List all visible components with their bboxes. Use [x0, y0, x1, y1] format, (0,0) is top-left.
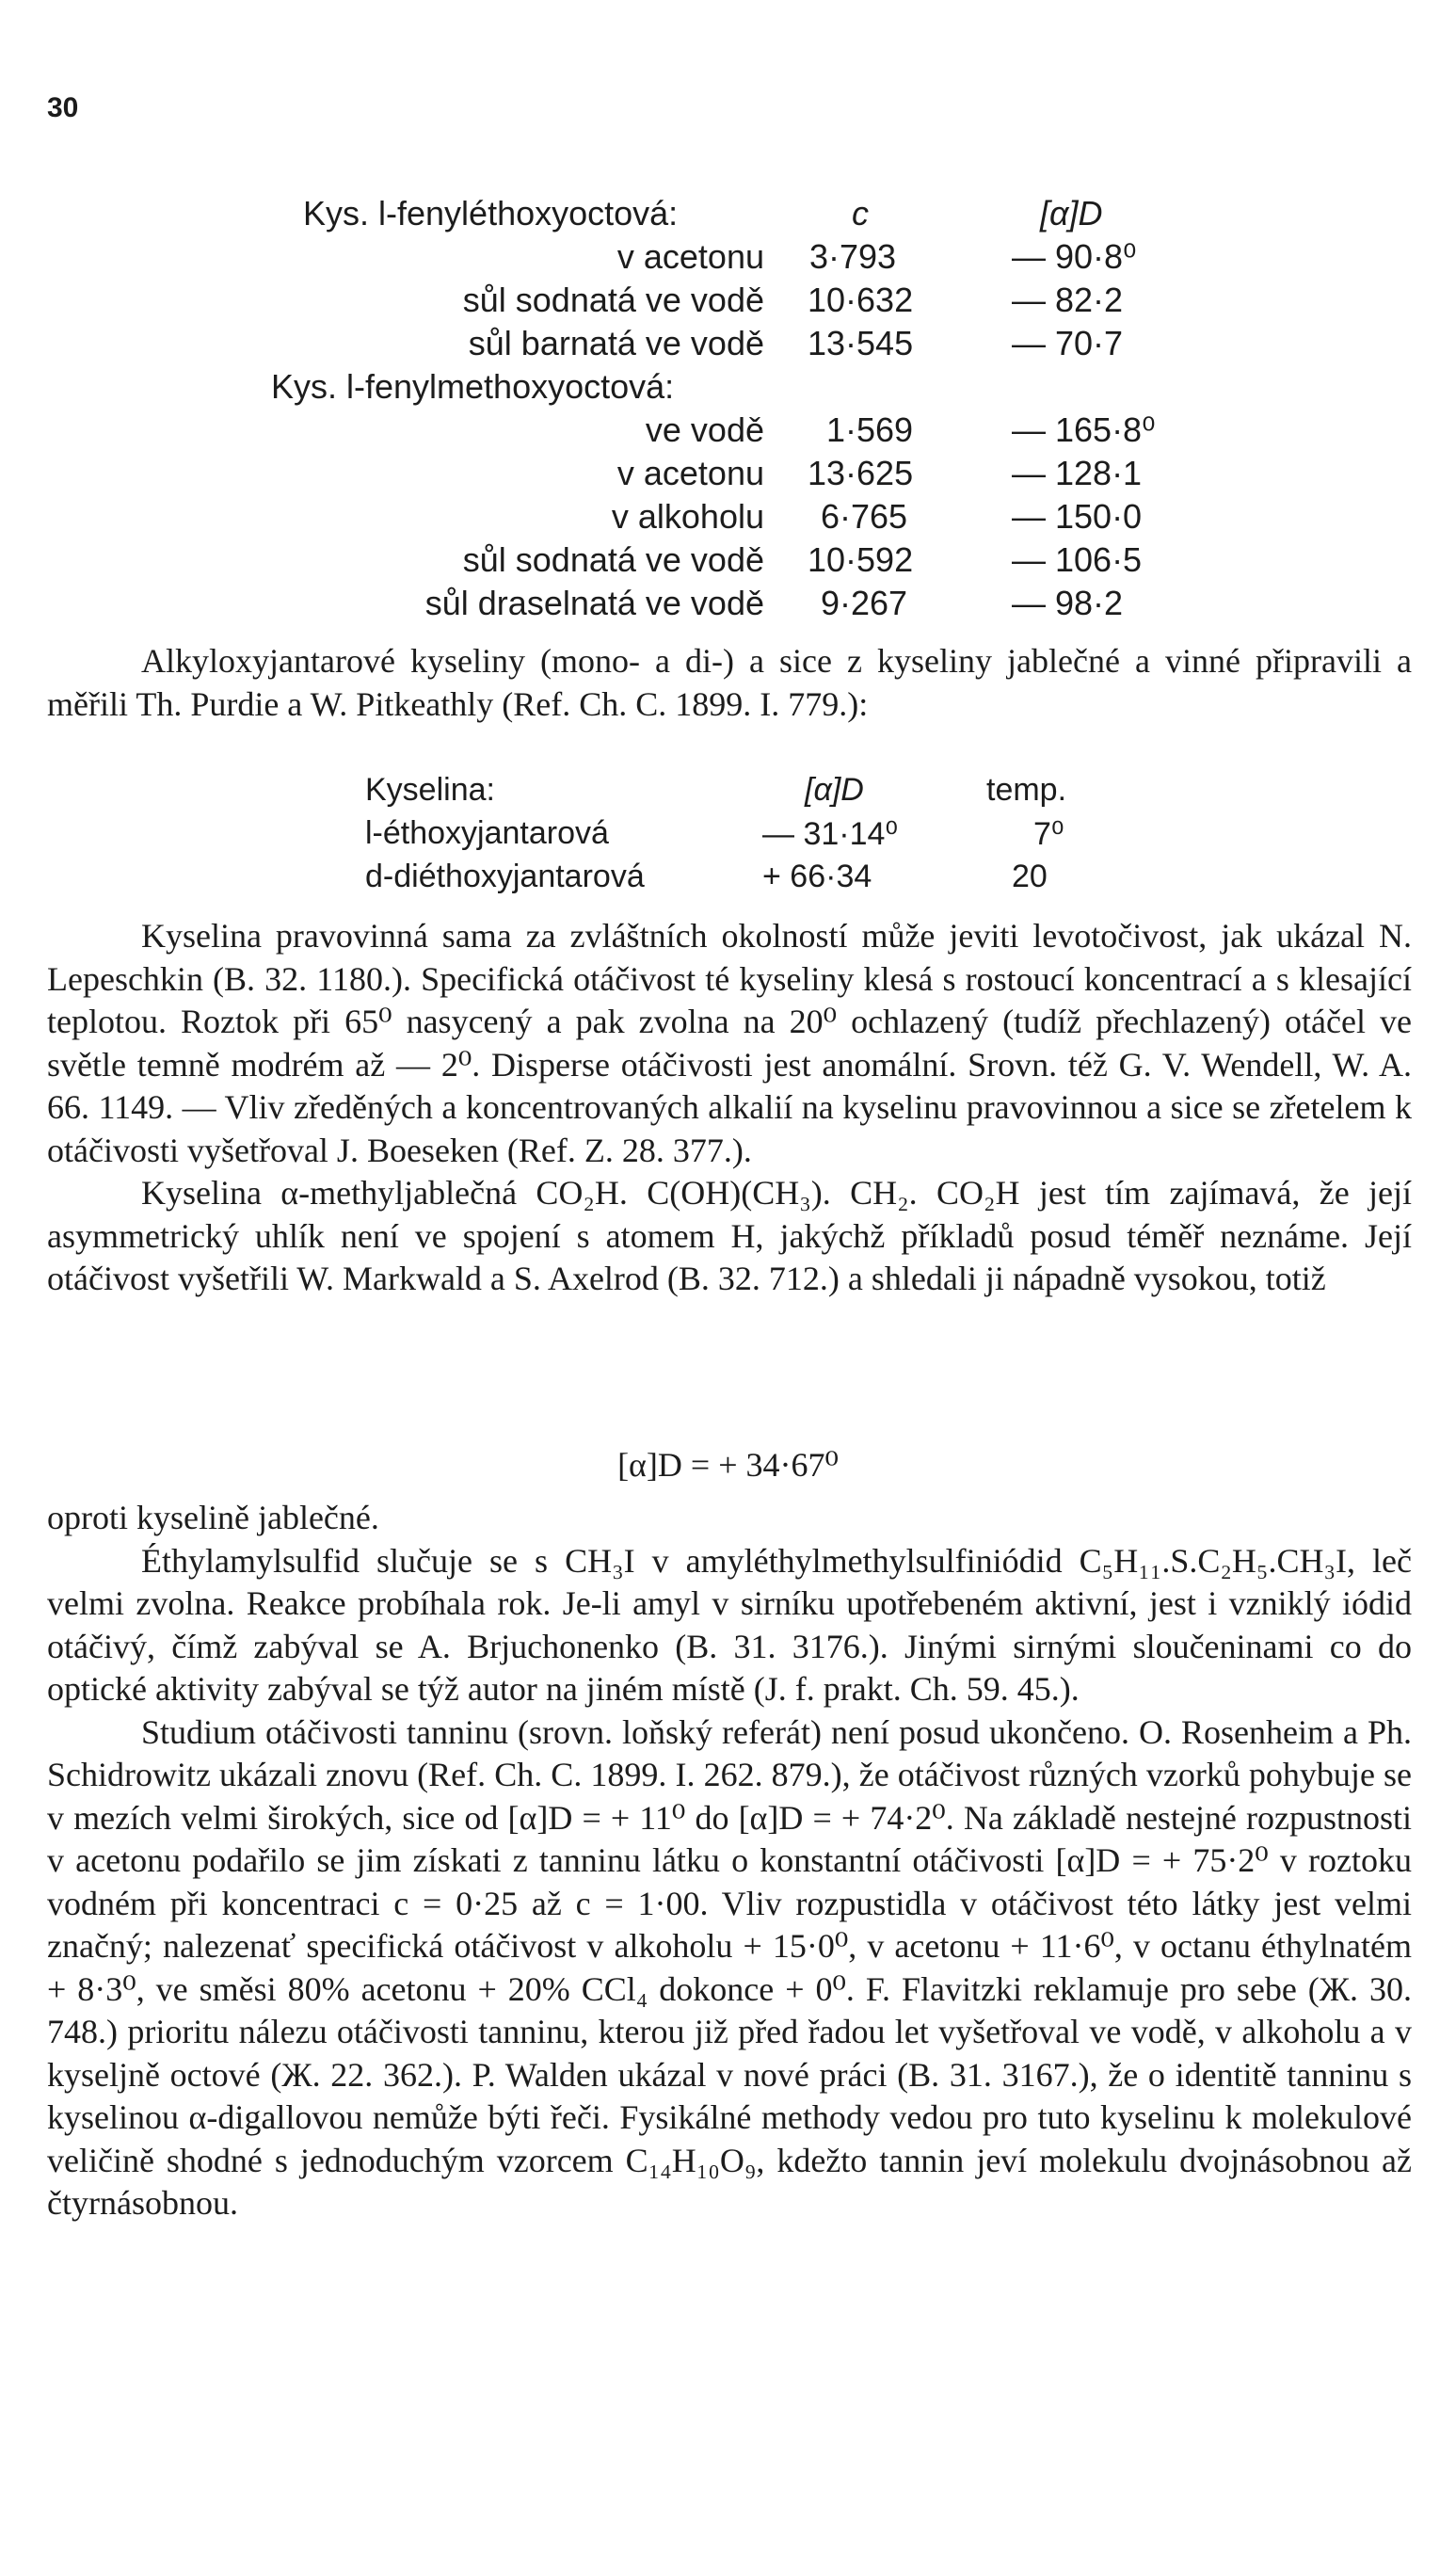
table-row-c: 10·632 — [808, 281, 914, 319]
page-number: 30 — [47, 92, 79, 123]
succinic-table — [0, 0, 1456, 904]
paragraph-text: Éthylamylsulfid slučuje se s CH₃I v amyléthylmethylsulfiniódid C₅H₁₁.S.C₂H₅.CH₃I, leč velmi zvolna. Reakce probíhala rok. Je-li amyl v sirníku upotřebeném aktivní, jest i vzniklý iódid otáčivý, čímž zabýval se A. Brjuchonenko (B. 31. 3176.). Jinými sirnými sloučeninami co do optické aktivity zabýval se týž autor na jiném místě (J. f. prakt. Ch. 59. 45.). — [47, 1541, 1412, 1708]
paragraph — [47, 1497, 1412, 2225]
table-row-alpha: — 106·5 — [1012, 540, 1143, 579]
table-row-label: sůl sodnatá ve vodě — [462, 281, 764, 319]
header-c: c — [852, 194, 869, 233]
header-alpha: [α]D — [805, 772, 864, 808]
table-row-name: d-diéthoxyjantarová — [365, 859, 645, 894]
paragraph-text: Studium otáčivosti tanninu (srovn. loňský referát) není posud ukončeno. O. Rosenheim a Ph. Schidrowitz ukázali znovu (Ref. Ch. C. 1899. I. 262. 879.), že otáčivost různých vzorků pohybuje se v mezích velmi širokých, sice od [α]D = + 11⁰ do [α]D = + 74·2⁰. Na základě nestejné rozpustnosti v acetonu podařilo se jim získati z tanninu látku o konstantní otáčivosti [α]D = + 75·2⁰ v roztoku vodném při koncentraci c = 0·25 až c = 1·00. Vliv rozpustidla v otáčivost této látky jest velmi značný; nalezenať specifická otáčivost v alkoholu + 15·0⁰, v acetonu + 11·6⁰, v octanu éthylnatém + 8·3⁰, ve směsi 80% acetonu + 20% CCl₄ dokonce + 0⁰. F. Flavitzki reklamuje pro sebe (Ж. 30. 748.) prioritu nálezu otáčivosti tanninu, kterou již před řadou let vyšetřoval ve vodě, v alkoholu a v kyseljně octové (Ж. 22. 362.). P. Walden ukázal v nové práci (B. 31. 3167.), že o identitě tanninu s kyselinou α-digallovou nemůže býti řeči. Fysikálné methody vedou pro tuto kyselinu k molekulové veličině shodné s jednoduchým vzorcem C₁₄H₁₀O₉, kdežto tannin jeví molekulu dvojnásobnou až čtyrnásobnou. — [47, 1712, 1412, 2222]
table-row-alpha: — 150·0 — [1012, 497, 1143, 536]
table-row-label: v acetonu — [616, 454, 764, 492]
group-title: Kys. l-fenylmethoxyoctová: — [271, 367, 675, 406]
paragraph-text: oproti kyselině jablečné. — [47, 1499, 379, 1536]
table-row-alpha: — 128·1 — [1012, 454, 1143, 492]
table-row-alpha: + 66·34 — [762, 859, 872, 894]
table-row-label: sůl draselnatá ve vodě — [424, 584, 764, 622]
table-row-c: 13·625 — [808, 454, 914, 492]
table-row-name: l-éthoxyjantarová — [365, 815, 609, 851]
table-row-alpha: — 165·8⁰ — [1012, 410, 1156, 449]
paragraph-text: Kyselina α-methyljablečná CO₂H. C(OH)(CH₃). CH₂. CO₂H jest tím zajímavá, že její asymmetrický uhlík není ve spojení s atomem H, jakýchž příkladů posud téměř neznáme. Její otáčivost vyšetřili W. Markwald a S. Axelrod (B. 32. 712.) a shledali ji nápadně vysokou, totiž — [47, 1174, 1412, 1297]
table-row-temp: 20 — [1012, 859, 1048, 894]
table-row-alpha: — 31·14⁰ — [762, 816, 899, 852]
table-row-c: 9·267 — [821, 584, 908, 622]
table-row-alpha: — 90·8⁰ — [1012, 237, 1137, 276]
paragraph — [47, 915, 1412, 1301]
group-title: Kys. l-fenyléthoxyoctová: — [303, 194, 679, 233]
table-row-c: 13·545 — [808, 324, 914, 362]
table-row-c: 3·793 — [809, 237, 897, 276]
header-temp: temp. — [986, 772, 1067, 808]
table-row-label: v acetonu — [616, 237, 764, 276]
table-row-label: sůl barnatá ve vodě — [468, 324, 764, 362]
table-row-c: 1·569 — [826, 410, 914, 449]
table-row-alpha: — 70·7 — [1012, 324, 1124, 362]
table-row-label: sůl sodnatá ve vodě — [462, 540, 764, 579]
table-row-c: 6·765 — [821, 497, 908, 536]
table-row-alpha: — 82·2 — [1012, 281, 1124, 319]
header-alpha: [α]D — [1040, 194, 1103, 233]
formula: [α]D = + 34·67⁰ — [617, 1446, 839, 1484]
table-row-temp: 7⁰ — [1033, 816, 1064, 852]
table-row-label: ve vodě — [645, 410, 764, 449]
table-row-alpha: — 98·2 — [1012, 584, 1124, 622]
paragraph-text: Kyselina pravovinná sama za zvláštních okolností může jeviti levotočivost, jak ukázal N. Lepeschkin (B. 32. 1180.). Specifická otáčivost té kyseliny klesá s rostoucí koncentrací a s klesající teplotou. Roztok při 65⁰ nasycený a pak zvolna na 20⁰ ochlazený (tudíž přechlazený) otáčel ve světle temně modrém až — 2⁰. Disperse otáčivosti jest anomální. Srovn. též G. V. Wendell, W. A. 66. 1149. — Vliv zředěných a koncentrovaných alkalií na kyselinu pravovinnou a sice se zřetelem k otáčivosti vyšetřoval J. Boeseken (Ref. Z. 28. 377.). — [47, 917, 1412, 1169]
table-row-c: 10·592 — [808, 540, 914, 579]
table-row-label: v alkoholu — [611, 497, 764, 536]
header-name: Kyselina: — [365, 772, 495, 808]
paragraph-text: Alkyloxyjantarové kyseliny (mono- a di-) a sice z kyseliny jablečné a vinné připravili a měřili Th. Purdie a W. Pitkeathly (Ref. Ch. C. 1899. I. 779.): — [47, 642, 1412, 723]
